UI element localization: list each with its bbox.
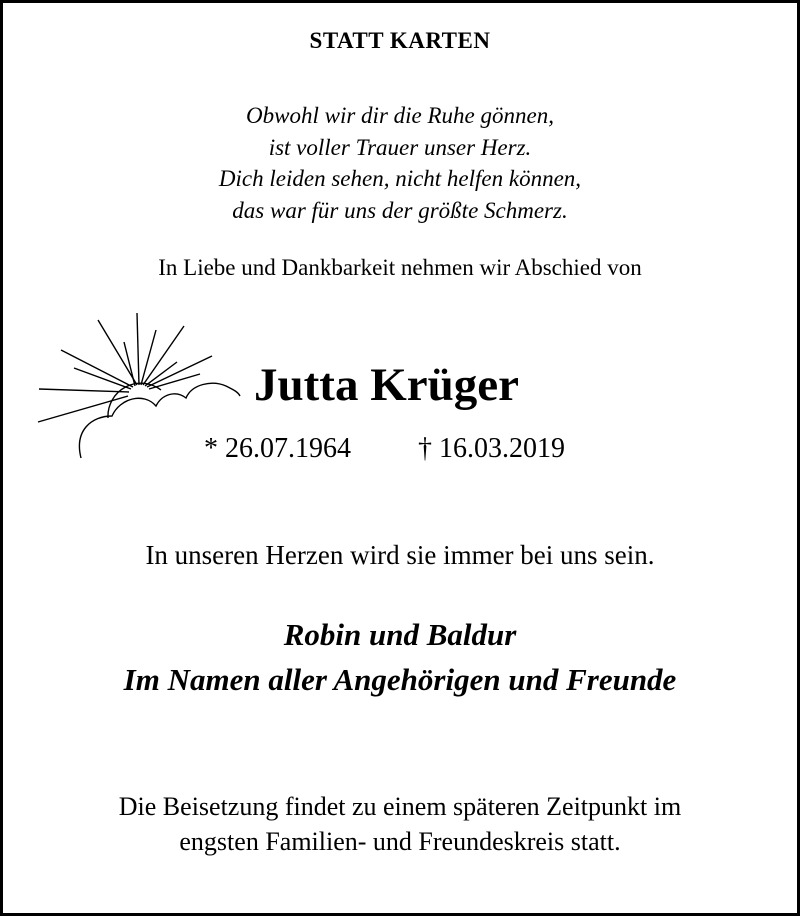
funeral-note	[0, 789, 800, 859]
poem-line: Dich leiden sehen, nicht helfen können,	[218, 166, 582, 191]
family-line: Im Namen aller Angehörigen und Freunde	[123, 662, 677, 697]
deceased-name: Jutta Krüger	[254, 359, 519, 411]
poem-line: ist voller Trauer unser Herz.	[268, 134, 532, 160]
poem-line: Obwohl wir dir die Ruhe gönnen,	[246, 103, 554, 128]
funeral-line: engsten Familien- und Freundeskreis statt.	[179, 827, 621, 856]
death-date: † 16.03.2019	[418, 433, 565, 464]
poem-line: das war für uns der größte Schmerz.	[232, 197, 568, 223]
family-line: Robin und Baldur	[283, 617, 517, 652]
intro-text: In Liebe und Dankbarkeit nehmen wir Abschied von	[158, 255, 642, 280]
motto-text: In unseren Herzen wird sie immer bei uns sein.	[145, 540, 655, 570]
notice-header: STATT KARTEN	[309, 28, 491, 53]
family-signature	[0, 612, 800, 702]
poem	[0, 100, 800, 226]
funeral-line: Die Beisetzung findet zu einem späteren Zeitpunkt im	[118, 792, 682, 821]
birth-date: * 26.07.1964	[204, 433, 351, 464]
